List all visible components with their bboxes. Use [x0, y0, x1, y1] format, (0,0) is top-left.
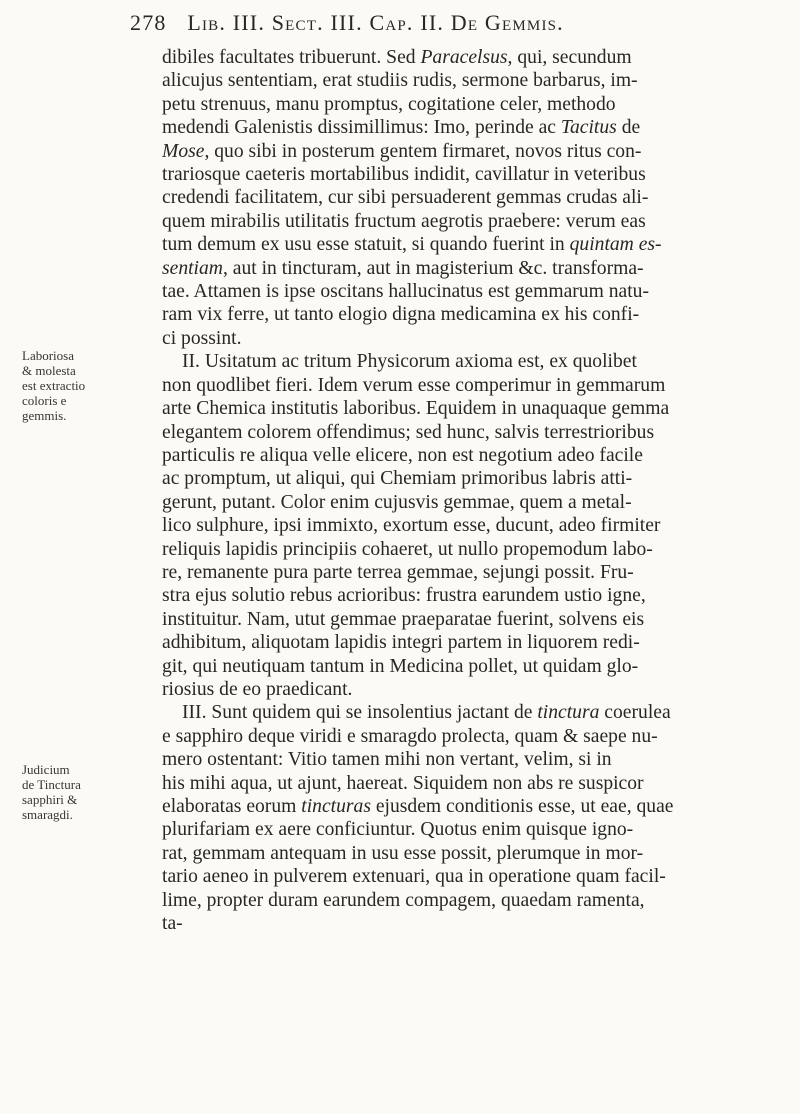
text-line: ac promptum, ut aliqui, qui Chemiam primoribus labris atti- — [162, 468, 633, 490]
text-line: ta- — [162, 913, 183, 935]
text-line: stra ejus solutio rebus acrioribus: frustra earundem ustio igne, — [162, 585, 646, 607]
text-line: trariosque caeteris mortabilibus indidit, cavillatur in veteribus — [162, 164, 646, 186]
text-line: e sapphiro deque viridi e smaragdo prolecta, quam & saepe nu- — [162, 725, 658, 747]
text-line: non quodlibet fieri. Idem verum esse comperimur in gemmarum — [162, 374, 666, 396]
margin-note-line: smaragdi. — [22, 807, 73, 822]
margin-note-judicium — [22, 762, 162, 822]
text-line: III. Sunt quidem qui se insolentius jactant de tinctura coerulea — [182, 702, 671, 724]
margin-note-laboriosa — [22, 348, 162, 423]
text-line: lico sulphure, ipsi immixto, exortum esse, ducunt, adeo firmiter — [162, 515, 661, 537]
text-line: elaboratas eorum tincturas ejusdem conditionis esse, ut eae, quae — [162, 796, 674, 817]
text-line: medendi Galenistis dissimillimus: Imo, perinde ac Tacitus de — [162, 117, 641, 139]
text-line: adhibitum, aliquotam lapidis integri partem in liquorem redi- — [162, 632, 640, 654]
text-line: rat, gemmam antequam in usu esse possit, plerumque in mor- — [162, 842, 644, 864]
text-line: lime, propter duram earundem compagem, quaedam ramenta, — [162, 889, 645, 911]
text-line: plurifariam ex aere conficiuntur. Quotus enim quisque igno- — [162, 819, 634, 841]
text-line: re, remanente pura parte terrea gemmae, sejungi possit. Fru- — [162, 561, 634, 583]
margin-note-line: Laboriosa — [22, 348, 74, 363]
text-line: elegantem colorem offendimus; sed hunc, salvis terrestrioribus — [162, 421, 655, 443]
margin-note-line: est extractio — [22, 378, 86, 393]
text-line: ci possint. — [162, 327, 242, 349]
text-line: II. Usitatum ac tritum Physicorum axioma est, ex quolibet — [182, 351, 637, 373]
text-line: gerunt, putant. Color enim cujusvis gemmae, quem a metal- — [162, 491, 632, 513]
text-line: tario aeneo in pulverem extenuari, qua in operatione quam facil- — [162, 866, 666, 888]
text-line: riosius de eo praedicant. — [162, 678, 353, 700]
text-line: particulis re aliqua velle elicere, non est negotium adeo facile — [162, 444, 643, 466]
text-line: git, qui neutiquam tantum in Medicina pollet, ut quidam glo- — [162, 655, 639, 677]
margin-note-line: & molesta — [22, 363, 76, 378]
text-line: tum demum ex usu esse statuit, si quando fuerint in quintam es- — [162, 234, 662, 256]
text-line: mero ostentant: Vitio tamen mihi non vertant, velim, si in — [162, 749, 612, 771]
text-line: alicujus sententiam, erat studiis rudis, sermone barbarus, im- — [162, 70, 638, 92]
text-line: quem mirabilis utilitatis fructum aegrotis praebere: verum eas — [162, 210, 646, 232]
text-line: sentiam, aut in tincturam, aut in magisterium &c. transforma- — [162, 257, 644, 279]
text-line: instituitur. Nam, utut gemmae praeparatae fuerint, solvens eis — [162, 608, 645, 630]
text-line: credendi facilitatem, cur sibi persuaderent gemmas crudas ali- — [162, 187, 649, 209]
margin-note-line: gemmis. — [22, 408, 67, 423]
margin-note-line: coloris e — [22, 393, 67, 408]
text-line: petu strenuus, manu promptus, cogitatione celer, methodo — [162, 93, 616, 115]
text-line: dibiles facultates tribuerunt. Sed Paracelsus, qui, secundum — [162, 47, 632, 68]
running-header — [130, 10, 770, 36]
margin-note-line: sapphiri & — [22, 792, 78, 807]
running-title: Lib. III. Sect. III. Cap. II. De Gemmis. — [187, 10, 564, 35]
margin-note-line: Judicium — [22, 762, 70, 777]
margin-note-line: de Tinctura — [22, 777, 81, 792]
text-line: Mose, quo sibi in posterum gentem firmaret, novos ritus con- — [162, 140, 642, 162]
text-line: his mihi aqua, ut ajunt, haereat. Siquidem non abs re suspicor — [162, 772, 644, 794]
text-line: arte Chemica institutis laboribus. Equidem in unaquaque gemma — [162, 398, 670, 420]
text-line: tae. Attamen is ipse oscitans hallucinatus est gemmarum natu- — [162, 281, 650, 303]
main-text-block — [162, 46, 798, 935]
text-line: reliquis lapidis principiis cohaeret, ut nullo propemodum labo- — [162, 538, 653, 560]
page-number: 278 — [130, 10, 167, 35]
text-line: ram vix ferre, ut tanto elogio digna medicamina ex his confi- — [162, 304, 640, 326]
